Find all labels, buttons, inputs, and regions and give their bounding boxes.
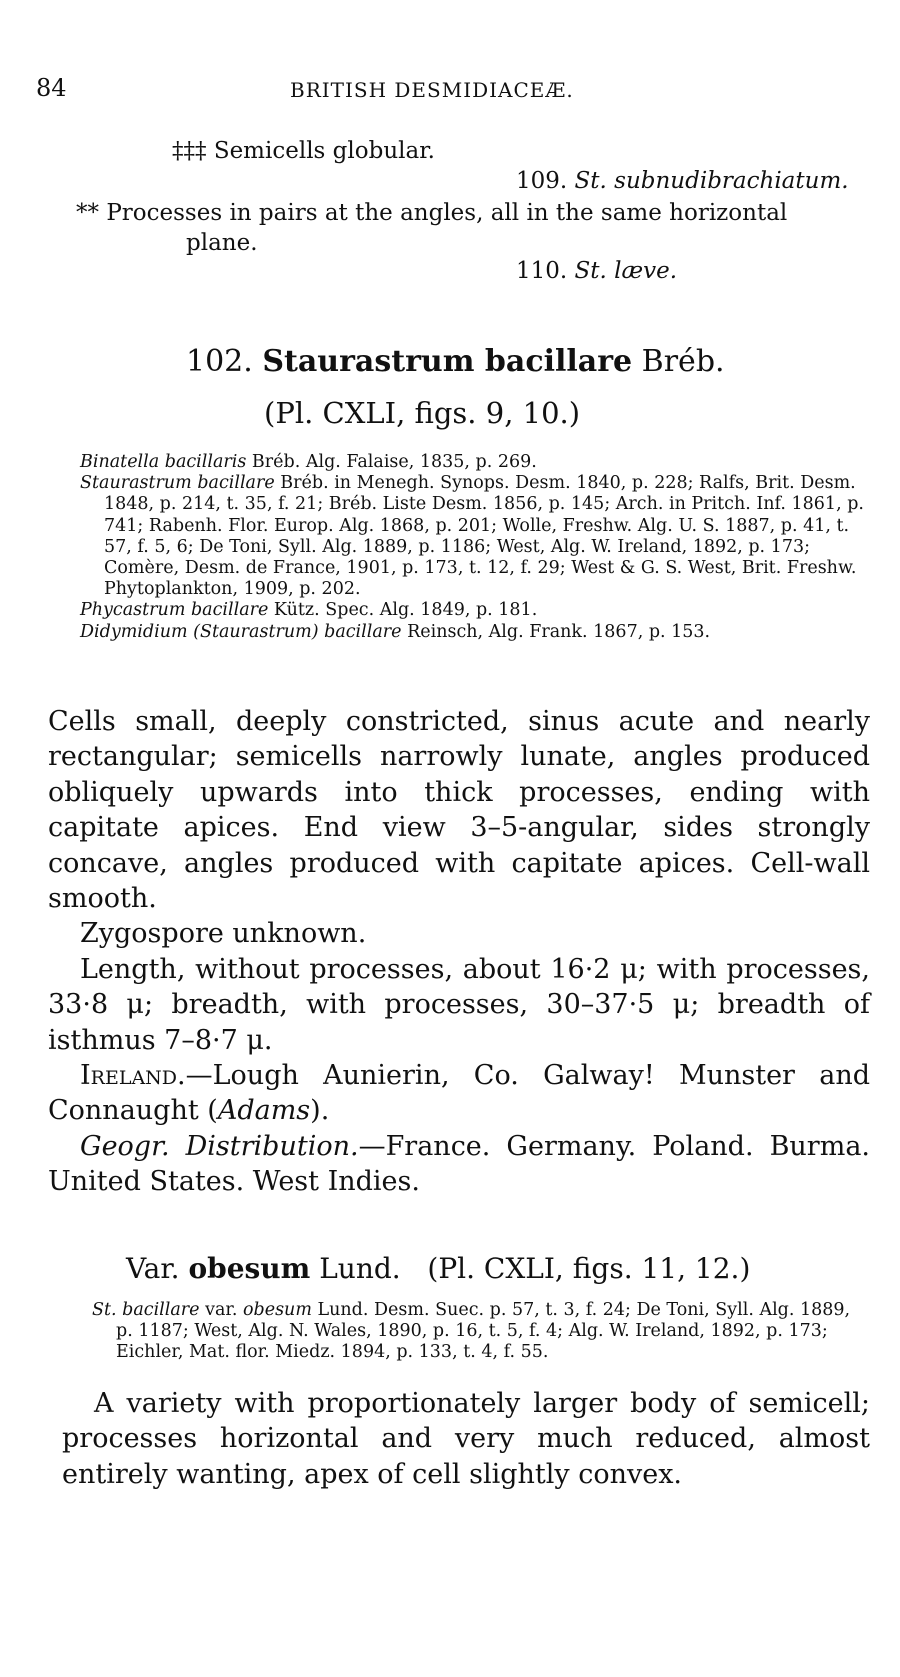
description-paragraph: Cells small, deeply constricted, sinus acute and nearly rectangular; semicells narrowly lunate, angles produced obliquely upwards into thick processes, ending with capitate apices. End view 3–5-angular, sides strongly concave, angles produced with capitate apices. Cell-wall smooth.	[48, 706, 870, 915]
species-author: Bréb.	[641, 344, 725, 379]
key-species-name: St. subnudibrachiatum.	[574, 168, 849, 194]
variety-description	[62, 1386, 870, 1492]
species-heading	[186, 344, 725, 379]
key-mark: ‡‡‡	[172, 138, 207, 164]
key-line-processes	[76, 200, 787, 226]
variety-plate-reference: (Pl. CXLI, figs. 11, 12.)	[427, 1252, 751, 1285]
synonym-entry: Staurastrum bacillare Bréb. in Menegh. Synops. Desm. 1840, p. 228; Ralfs, Brit. Desm. 1848, p. 214, t. 35, f. 21; Bréb. Liste Desm. 1856, p. 145; Arch. in Pritch. Inf. 1861, p. 741; Rabenh. Flor. Europ. Alg. 1868, p. 201; Wolle, Freshw. Alg. U. S. 1887, p. 41, t. 57, f. 5, 6; De Toni, Syll. Alg. 1889, p. 1186; West, Alg. W. Ireland, 1892, p. 173; Comère, Desm. de France, 1901, p. 173, t. 12, f. 29; West & G. S. West, Brit. Freshw. Phytoplankton, 1909, p. 202.	[80, 473, 864, 600]
running-head: BRITISH DESMIDIACEÆ.	[290, 78, 574, 102]
collector-name: Adams	[217, 1095, 311, 1127]
ireland-paragraph: Ireland.—Lough Aunierin, Co. Galway! Munster and Connaught (Adams).	[48, 1060, 870, 1127]
variety-synonymy	[92, 1300, 870, 1363]
species-plate-reference: (Pl. CXLI, figs. 9, 10.)	[264, 396, 581, 430]
distribution-label: Geogr. Distribution.	[80, 1130, 359, 1162]
species-number: 102.	[186, 344, 253, 379]
key-number: 109.	[516, 168, 568, 194]
synonymy-block	[80, 452, 870, 643]
page-number: 84	[36, 74, 67, 102]
species-description	[48, 704, 870, 1200]
synonym-entry: Binatella bacillaris Bréb. Alg. Falaise, 1835, p. 269.	[80, 452, 537, 472]
key-line-semicells-globular	[172, 138, 435, 164]
variety-prefix: Var.	[126, 1252, 180, 1285]
measurements-paragraph: Length, without processes, about 16·2 μ; with processes, 33·8 μ; breadth, with processes, 30–37·5 μ; breadth of isthmus 7–8·7 μ.	[48, 953, 870, 1056]
species-name: Staurastrum bacillare	[262, 344, 633, 379]
key-mark: **	[76, 200, 99, 226]
synonym-entry: St. bacillare var. obesum Lund. Desm. Suec. p. 57, t. 3, f. 24; De Toni, Syll. Alg. 1889, p. 1187; West, Alg. N. Wales, 1890, p. 16, t. 5, f. 4; Alg. W. Ireland, 1892, p. 173; Eichler, Mat. flor. Miedz. 1894, p. 133, t. 4, f. 55.	[92, 1300, 851, 1362]
key-line-plane: plane.	[186, 230, 258, 256]
synonym-entry: Phycastrum bacillare Kütz. Spec. Alg. 1849, p. 181.	[80, 600, 538, 621]
variety-heading	[126, 1252, 750, 1285]
synonym-entry: Didymidium (Staurastrum) bacillare Reinsch, Alg. Frank. 1867, p. 153.	[80, 621, 711, 642]
zygospore-paragraph: Zygospore unknown.	[80, 918, 367, 950]
key-text: Processes in pairs at the angles, all in the same horizontal	[106, 200, 788, 226]
key-number: 110.	[516, 258, 568, 284]
key-line-109	[516, 168, 849, 194]
key-species-name: St. læve.	[574, 258, 678, 284]
variety-author: Lund.	[319, 1252, 401, 1285]
variety-name: obesum	[188, 1252, 311, 1285]
key-text: Semicells globular.	[213, 138, 435, 164]
ireland-label: Ireland.	[80, 1060, 186, 1092]
distribution-paragraph: Geogr. Distribution.—France. Germany. Poland. Burma. United States. West Indies.	[48, 1130, 870, 1198]
key-line-110	[516, 258, 677, 284]
variety-description-paragraph: A variety with proportionately larger body of semicell; processes horizontal and very much reduced, almost entirely wanting, apex of cell slightly convex.	[62, 1388, 870, 1490]
